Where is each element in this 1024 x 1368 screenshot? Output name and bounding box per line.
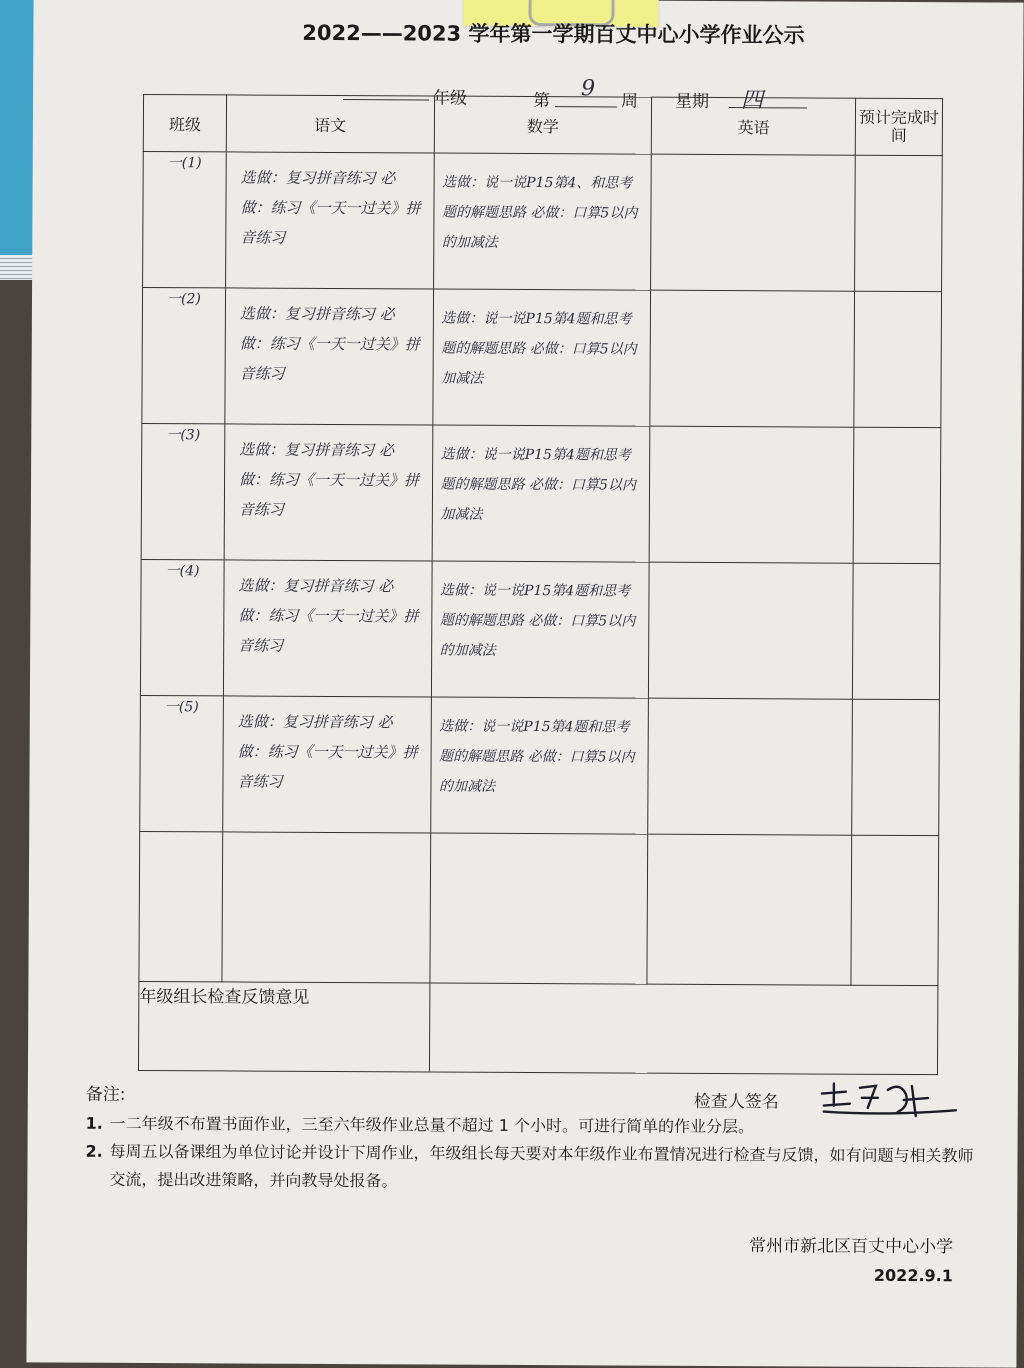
col-class: 班级 bbox=[143, 94, 226, 151]
feedback-row bbox=[138, 981, 937, 1074]
class-cell: 一(5) bbox=[140, 695, 224, 831]
math-homework: 选做：说一说P15第4题和思考题的解题思路 必做：口算5以内加减法 bbox=[441, 310, 637, 387]
col-chinese: 语文 bbox=[226, 95, 434, 153]
class-cell: 一(1) bbox=[143, 151, 227, 287]
col-english: 英语 bbox=[652, 97, 856, 155]
math-cell bbox=[432, 289, 651, 426]
estimated-time-cell bbox=[852, 699, 940, 835]
math-homework: 选做：说一说P15第4、和思考题的解题思路 必做：口算5以内的加减法 bbox=[441, 174, 638, 251]
weekday-label: 星期 bbox=[674, 91, 710, 112]
chinese-cell bbox=[223, 560, 431, 697]
math-cell bbox=[429, 833, 648, 984]
col-estimated-time: 预计完成时间 bbox=[855, 98, 942, 155]
chinese-homework: 选做：复习拼音练习 必做：练习《一天一过关》拼音练习 bbox=[240, 168, 421, 247]
english-cell bbox=[650, 290, 854, 427]
estimated-time-cell bbox=[854, 155, 942, 291]
notes-section bbox=[85, 1080, 976, 1286]
math-cell bbox=[430, 697, 649, 834]
math-homework: 选做：说一说P15第4题和思考题的解题思路 必做：口算5以内的加减法 bbox=[438, 718, 635, 795]
feedback-label: 年级组长检查反馈意见 bbox=[138, 981, 429, 1072]
chinese-cell bbox=[225, 288, 433, 425]
chinese-cell bbox=[224, 424, 432, 561]
checker-label: 检查人签名 bbox=[693, 1091, 779, 1113]
english-cell bbox=[651, 154, 855, 291]
chinese-cell bbox=[223, 696, 431, 833]
table-header-row bbox=[143, 94, 942, 155]
page-title: 2022——2023 学年第一学期百丈中心小学作业公示 bbox=[302, 20, 805, 48]
homework-notice-sheet bbox=[26, 0, 1023, 1368]
english-cell bbox=[650, 426, 854, 563]
week-value: 9 bbox=[581, 76, 596, 102]
math-cell bbox=[431, 561, 650, 698]
table-row bbox=[143, 151, 943, 291]
estimated-time-cell bbox=[852, 563, 940, 699]
chinese-homework: 选做：复习拼音练习 必做：练习《一天一过关》拼音练习 bbox=[238, 576, 419, 655]
week-suffix: 周 bbox=[620, 91, 639, 112]
class-cell: 一(4) bbox=[140, 559, 224, 695]
english-cell bbox=[648, 698, 852, 835]
table-row bbox=[142, 287, 942, 427]
table-row bbox=[140, 695, 940, 835]
chinese-homework: 选做：复习拼音练习 必做：练习《一天一过关》拼音练习 bbox=[237, 712, 418, 791]
week-prefix: 第 bbox=[532, 91, 551, 112]
weekday-value: 四 bbox=[740, 88, 764, 114]
grade-label: 年级 bbox=[433, 88, 468, 109]
school-name: 常州市新北区百丈中心小学 bbox=[748, 1236, 954, 1258]
class-cell: 一(2) bbox=[142, 287, 226, 423]
note-item bbox=[85, 1138, 975, 1199]
note-text: 一二年级不布置书面作业，三至六年级作业总量不超过 1 个小时。可进行简单的作业分层。 bbox=[109, 1113, 755, 1137]
class-cell: 一(3) bbox=[141, 423, 225, 559]
math-cell bbox=[432, 425, 651, 562]
col-math: 数学 bbox=[434, 96, 652, 154]
remark-label: 备注: bbox=[85, 1084, 126, 1105]
table-row bbox=[141, 423, 941, 563]
math-cell bbox=[433, 153, 652, 290]
estimated-time-cell bbox=[851, 835, 939, 985]
estimated-time-cell bbox=[854, 291, 942, 427]
feedback-cell bbox=[429, 983, 938, 1075]
notes-list bbox=[85, 1110, 975, 1199]
table-row-empty bbox=[139, 831, 939, 985]
note-number: 1. bbox=[85, 1113, 103, 1133]
math-homework: 选做：说一说P15第4题和思考题的解题思路 必做：口算5以内加减法 bbox=[440, 446, 636, 523]
english-cell bbox=[649, 562, 853, 699]
note-number: 2. bbox=[85, 1141, 103, 1161]
chinese-cell bbox=[226, 152, 434, 289]
chinese-homework: 选做：复习拼音练习 必做：练习《一天一过关》拼音练习 bbox=[238, 440, 420, 519]
estimated-time-cell bbox=[853, 427, 941, 563]
table-row bbox=[140, 559, 940, 699]
english-cell bbox=[647, 834, 851, 985]
math-homework: 选做：说一说P15第4题和思考题的解题思路 必做：口算5以内的加减法 bbox=[439, 582, 636, 659]
issue-date: 2022.9.1 bbox=[873, 1265, 953, 1286]
chinese-cell bbox=[222, 832, 430, 983]
chinese-homework: 选做：复习拼音练习 必做：练习《一天一过关》拼音练习 bbox=[239, 304, 420, 383]
class-cell bbox=[139, 831, 223, 981]
homework-table bbox=[138, 94, 943, 1075]
note-text: 每周五以备课组为单位讨论并设计下周作业，年级组长每天要对本年级作业布置情况进行检查与反馈，如有问题与相关教师交流，提出改进策略，并向教导处报备。 bbox=[109, 1141, 974, 1191]
